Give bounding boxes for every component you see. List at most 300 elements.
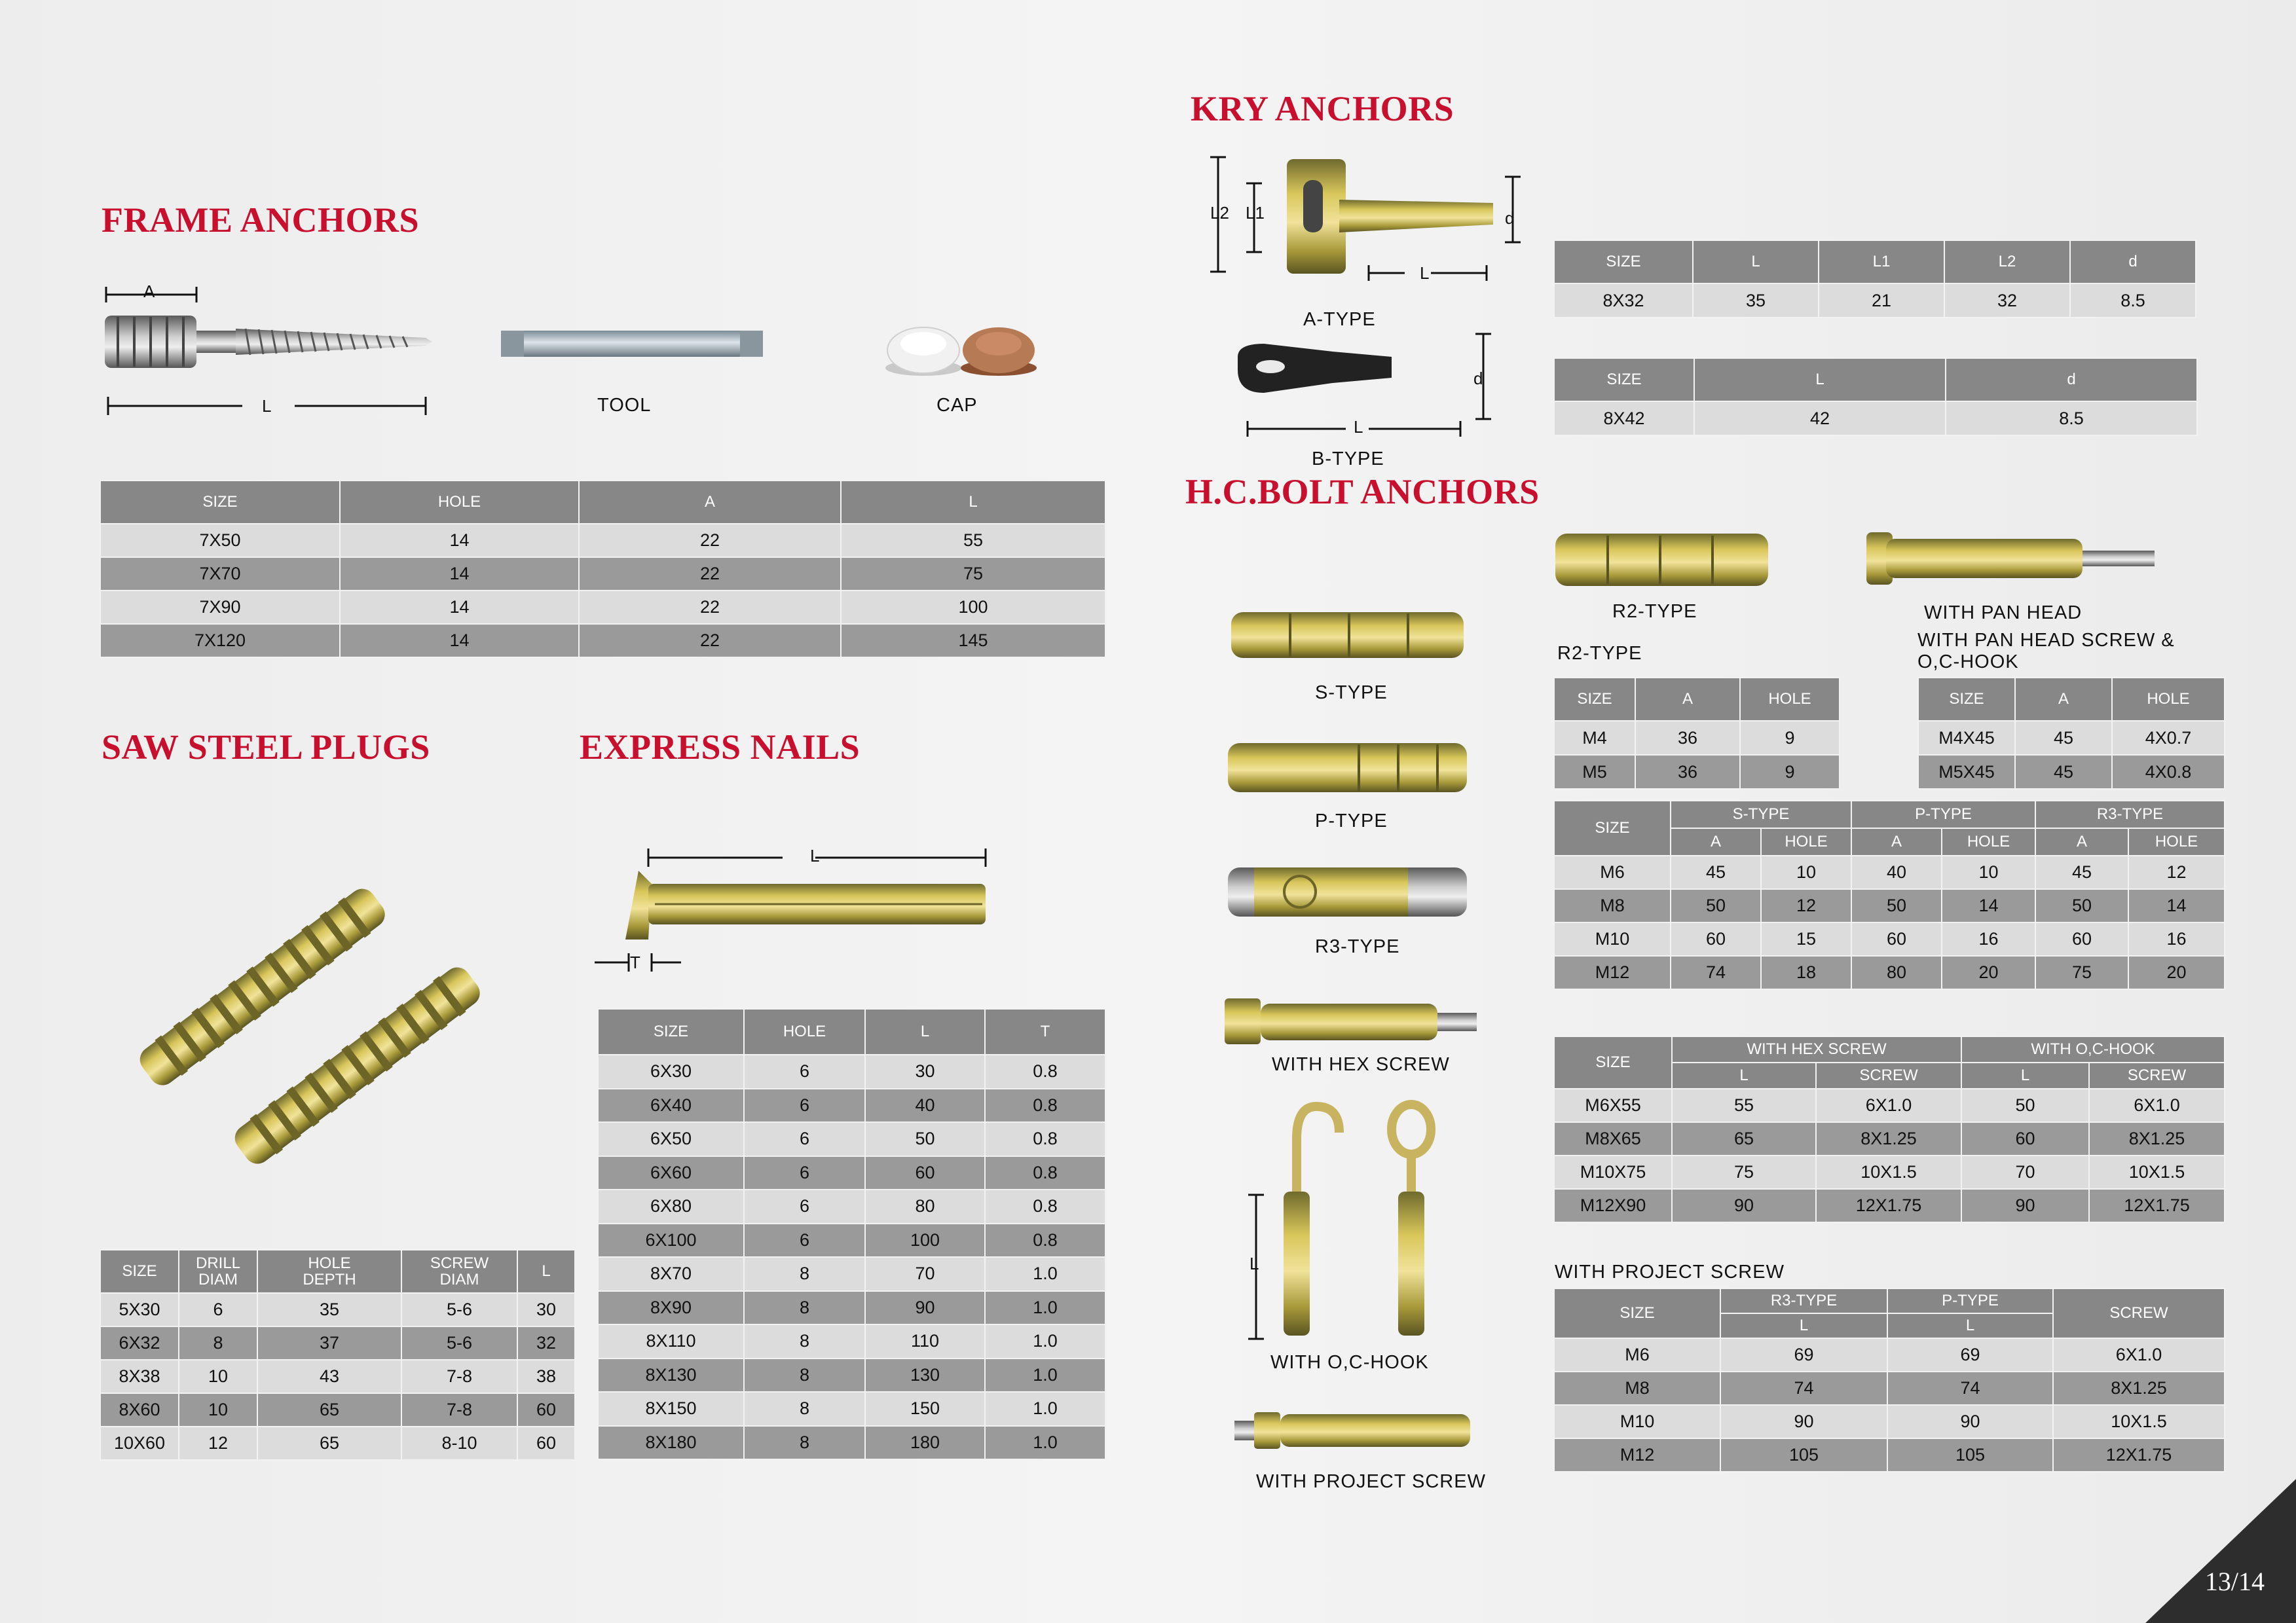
column-subheader: A (1671, 828, 1761, 856)
table-cell: 6 (744, 1224, 865, 1258)
table-cell: 8 (744, 1257, 865, 1291)
table-cell: 1.0 (985, 1291, 1105, 1325)
table-cell: 180 (865, 1426, 985, 1460)
table-row (100, 557, 1105, 591)
table-row (1554, 721, 1840, 755)
table-cell: 14 (340, 557, 579, 591)
table-cell: 8 (744, 1291, 865, 1325)
column-group-header: S-TYPE (1671, 801, 1851, 828)
table-cell: 22 (579, 624, 841, 657)
table-cell: 21 (1819, 283, 1944, 318)
column-header: SCREW DIAM (401, 1250, 517, 1293)
table-cell: 32 (517, 1326, 575, 1360)
column-subheader: A (1851, 828, 1942, 856)
express-dim-l-label: L (810, 846, 820, 866)
column-subheader: SCREW (1816, 1063, 1961, 1089)
table-row (100, 524, 1105, 557)
table-cell: 30 (865, 1055, 985, 1089)
table-row (1554, 1089, 2225, 1122)
table-cell: 105 (1720, 1438, 1887, 1472)
table-row (100, 591, 1105, 624)
table-cell: 8X150 (598, 1392, 744, 1426)
table-cell: 8 (744, 1392, 865, 1426)
table-cell: M6X55 (1554, 1089, 1672, 1122)
table-cell: 8.5 (1946, 401, 2197, 435)
table-cell: 6X1.0 (1816, 1089, 1961, 1122)
table-cell: M10X75 (1554, 1156, 1672, 1189)
table-cell: 0.8 (985, 1156, 1105, 1190)
column-header: L (841, 481, 1105, 524)
table-cell: 69 (1720, 1338, 1887, 1372)
table-row (598, 1392, 1105, 1426)
column-header: SIZE (100, 1250, 179, 1293)
table-cell: 8X1.25 (1816, 1122, 1961, 1156)
table-cell: 42 (1694, 401, 1946, 435)
table-row (598, 1324, 1105, 1359)
column-header: d (1946, 358, 2197, 401)
table-cell: 8X180 (598, 1426, 744, 1460)
hex-screw-image (1225, 992, 1480, 1051)
table-cell: 90 (865, 1291, 985, 1325)
table-cell: 6X100 (598, 1224, 744, 1258)
table-row (1554, 1156, 2225, 1189)
table-cell: M10 (1554, 1405, 1720, 1438)
table-cell: 6X60 (598, 1156, 744, 1190)
table-cell: 8X1.25 (2089, 1122, 2225, 1156)
column-header: HOLE (340, 481, 579, 524)
r2-type-table-label: R2-TYPE (1557, 643, 1642, 664)
table-cell: M5X45 (1918, 755, 2015, 789)
table-cell: 14 (1942, 889, 2035, 922)
column-header: SIZE (1554, 801, 1671, 856)
table-cell: 110 (865, 1324, 985, 1359)
table-cell: 74 (1720, 1372, 1887, 1405)
table-cell: 60 (1851, 922, 1942, 956)
column-header: SIZE (1554, 678, 1635, 721)
table-cell: 1.0 (985, 1324, 1105, 1359)
column-subheader: L (1887, 1313, 2053, 1338)
table-cell: 90 (1961, 1189, 2089, 1222)
table-cell: 14 (340, 591, 579, 624)
column-group-header: WITH O,C-HOOK (1961, 1036, 2225, 1063)
table-cell: 50 (1671, 889, 1761, 922)
table-row (598, 1291, 1105, 1325)
table-cell: 32 (1944, 283, 2070, 318)
saw-steel-plugs-table (100, 1249, 576, 1461)
table-cell: 6 (744, 1055, 865, 1089)
kry-b-type-image (1234, 331, 1496, 435)
table-cell: 40 (1851, 856, 1942, 889)
column-header: SIZE (1918, 678, 2015, 721)
table-cell: 105 (1887, 1438, 2053, 1472)
kry-b-dim-d-label: d (1473, 369, 1483, 388)
table-cell: M4 (1554, 721, 1635, 755)
table-cell: 6 (744, 1089, 865, 1123)
column-header: L (1693, 240, 1819, 283)
column-header: HOLE (1740, 678, 1840, 721)
column-group-header: R3-TYPE (2035, 801, 2225, 828)
table-cell: 60 (1671, 922, 1761, 956)
tool-image (501, 327, 766, 360)
column-header: HOLE (2112, 678, 2225, 721)
table-cell: 45 (2015, 721, 2112, 755)
table-cell: 6X1.0 (2053, 1338, 2225, 1372)
column-subheader: L (1672, 1063, 1816, 1089)
table-cell: 50 (865, 1122, 985, 1156)
hc-bolt-anchors-title: H.C.BOLT ANCHORS (1185, 472, 1540, 511)
table-cell: 60 (865, 1156, 985, 1190)
table-row (1554, 856, 2225, 889)
table-row (1554, 956, 2225, 989)
project-screw-label: WITH PROJECT SCREW (1256, 1471, 1486, 1492)
table-cell: 8X90 (598, 1291, 744, 1325)
table-cell: 10X1.5 (1816, 1156, 1961, 1189)
table-cell: 16 (1942, 922, 2035, 956)
table-cell: 7X90 (100, 591, 340, 624)
table-cell: 55 (841, 524, 1105, 557)
table-cell: 80 (1851, 956, 1942, 989)
table-cell: 35 (257, 1293, 401, 1326)
table-cell: 8X38 (100, 1360, 179, 1393)
table-cell: 36 (1635, 721, 1740, 755)
column-subheader: HOLE (1942, 828, 2035, 856)
table-cell: 100 (841, 591, 1105, 624)
table-cell: 100 (865, 1224, 985, 1258)
table-row (1554, 1372, 2225, 1405)
table-cell: 6 (179, 1293, 257, 1326)
table-cell: 43 (257, 1360, 401, 1393)
s-type-label: S-TYPE (1315, 682, 1388, 703)
column-header: HOLE DEPTH (257, 1250, 401, 1293)
column-group-header: P-TYPE (1887, 1288, 2053, 1313)
table-cell: 16 (2128, 922, 2225, 956)
pan-head-table-label: WITH PAN HEAD SCREW & O,C-HOOK (1917, 630, 2175, 672)
table-row (1554, 1438, 2225, 1472)
kry-dim-l2-label: L2 (1210, 203, 1229, 223)
table-cell: 90 (1887, 1405, 2053, 1438)
table-cell: 14 (340, 624, 579, 657)
table-cell: 0.8 (985, 1190, 1105, 1224)
table-cell: 1.0 (985, 1359, 1105, 1393)
table-cell: M8 (1554, 1372, 1720, 1405)
table-cell: 12X1.75 (2089, 1189, 2225, 1222)
express-dim-t-label: T (630, 953, 640, 972)
table-row (100, 1427, 575, 1460)
r3-type-image (1228, 861, 1470, 923)
cap-image (881, 314, 1051, 380)
table-row (100, 624, 1105, 657)
table-cell: M6 (1554, 1338, 1720, 1372)
column-header: T (985, 1009, 1105, 1055)
table-row (598, 1190, 1105, 1224)
table-cell: 8X70 (598, 1257, 744, 1291)
table-cell: 6X32 (100, 1326, 179, 1360)
column-header: A (1635, 678, 1740, 721)
column-header: L (865, 1009, 985, 1055)
project-screw-table-label: WITH PROJECT SCREW (1555, 1262, 1785, 1283)
table-cell: 22 (579, 524, 841, 557)
table-cell: 75 (841, 557, 1105, 591)
table-cell: 18 (1761, 956, 1851, 989)
table-cell: 10 (1942, 856, 2035, 889)
p-type-label: P-TYPE (1315, 811, 1388, 831)
table-cell: 7X70 (100, 557, 340, 591)
column-header: SIZE (1554, 1036, 1672, 1089)
table-cell: 50 (2035, 889, 2128, 922)
table-row (1554, 1338, 2225, 1372)
table-cell: 6X80 (598, 1190, 744, 1224)
page-corner (2145, 1479, 2296, 1623)
express-nails-title: EXPRESS NAILS (580, 727, 861, 767)
kry-dim-l1-label: L1 (1246, 203, 1265, 223)
table-cell: 8-10 (401, 1427, 517, 1460)
table-cell: 6X1.0 (2089, 1089, 2225, 1122)
tool-label: TOOL (597, 395, 652, 416)
column-header: HOLE (744, 1009, 865, 1055)
column-header: A (579, 481, 841, 524)
table-row (100, 1293, 575, 1326)
table-cell: 7-8 (401, 1360, 517, 1393)
kry-b-dim-l-label: L (1354, 417, 1363, 437)
page-number: 13/14 (2204, 1567, 2265, 1596)
table-cell: 60 (2035, 922, 2128, 956)
table-cell: 35 (1693, 283, 1819, 318)
kry-a-type-label: A-TYPE (1303, 309, 1376, 330)
table-cell: 75 (1672, 1156, 1816, 1189)
table-cell: 12X1.75 (2053, 1438, 2225, 1472)
table-cell: 40 (865, 1089, 985, 1123)
table-cell: 8 (744, 1324, 865, 1359)
table-row (598, 1089, 1105, 1123)
table-cell: 8 (744, 1359, 865, 1393)
table-cell: 70 (1961, 1156, 2089, 1189)
table-cell: 5X30 (100, 1293, 179, 1326)
table-cell: 74 (1671, 956, 1761, 989)
table-cell: 20 (1942, 956, 2035, 989)
table-cell: 5-6 (401, 1293, 517, 1326)
table-cell: 74 (1887, 1372, 2053, 1405)
table-cell: M12X90 (1554, 1189, 1672, 1222)
table-cell: 22 (579, 557, 841, 591)
s-type-image (1231, 606, 1467, 665)
column-header: SCREW (2053, 1288, 2225, 1338)
table-cell: M5 (1554, 755, 1635, 789)
table-cell: 1.0 (985, 1257, 1105, 1291)
table-cell: 0.8 (985, 1224, 1105, 1258)
table-row (1918, 755, 2225, 789)
table-cell: 6X30 (598, 1055, 744, 1089)
table-row (598, 1156, 1105, 1190)
r2-type-table (1553, 677, 1840, 790)
table-cell: 10X1.5 (2089, 1156, 2225, 1189)
column-subheader: L (1720, 1313, 1887, 1338)
column-header: L (1694, 358, 1946, 401)
table-cell: 0.8 (985, 1089, 1105, 1123)
table-row (1554, 1189, 2225, 1222)
table-cell: 10 (1761, 856, 1851, 889)
table-cell: M10 (1554, 922, 1671, 956)
table-cell: M8 (1554, 889, 1671, 922)
kry-dim-d-label: d (1505, 208, 1515, 228)
column-header: A (2015, 678, 2112, 721)
dim-a-label: A (143, 282, 155, 301)
r2-type-image (1555, 530, 1771, 589)
column-header: L2 (1944, 240, 2070, 283)
table-row (1554, 1122, 2225, 1156)
table-cell: 60 (1961, 1122, 2089, 1156)
table-cell: 130 (865, 1359, 985, 1393)
column-header: L (517, 1250, 575, 1293)
table-cell: 8X1.25 (2053, 1372, 2225, 1405)
table-cell: 8X42 (1554, 401, 1694, 435)
table-cell: 6 (744, 1122, 865, 1156)
column-subheader: SCREW (2089, 1063, 2225, 1089)
express-nail-image (589, 845, 995, 976)
column-subheader: HOLE (1761, 828, 1851, 856)
table-row (1918, 721, 2225, 755)
column-subheader: A (2035, 828, 2128, 856)
saw-steel-plugs-title: SAW STEEL PLUGS (102, 727, 430, 767)
table-row (598, 1359, 1105, 1393)
express-nails-table (597, 1008, 1106, 1460)
table-cell: 69 (1887, 1338, 2053, 1372)
column-header: SIZE (100, 481, 340, 524)
table-cell: 37 (257, 1326, 401, 1360)
pan-head-image (1866, 529, 2161, 588)
table-cell: 10 (179, 1360, 257, 1393)
table-cell: 14 (2128, 889, 2225, 922)
r3-type-label: R3-TYPE (1315, 936, 1400, 957)
table-cell: 75 (2035, 956, 2128, 989)
s-p-r3-type-table (1553, 800, 2225, 990)
table-row (1554, 922, 2225, 956)
table-cell: 8.5 (2070, 283, 2196, 318)
hex-screw-label: WITH HEX SCREW (1272, 1054, 1450, 1075)
table-cell: 6X40 (598, 1089, 744, 1123)
oc-hook-dim-l-label: L (1250, 1254, 1259, 1273)
table-row (598, 1257, 1105, 1291)
r2-type-image-label: R2-TYPE (1612, 601, 1697, 622)
table-cell: 8X32 (1554, 283, 1693, 318)
table-row (598, 1122, 1105, 1156)
table-cell: 10X1.5 (2053, 1405, 2225, 1438)
table-cell: 30 (517, 1293, 575, 1326)
hex-screw-oc-hook-table (1553, 1036, 2225, 1223)
table-cell: 0.8 (985, 1055, 1105, 1089)
cap-label: CAP (936, 395, 978, 416)
table-row (1554, 401, 2197, 435)
column-header: DRILL DIAM (179, 1250, 257, 1293)
oc-hook-image (1244, 1100, 1493, 1349)
dim-l-label: L (262, 396, 272, 416)
oc-hook-label: WITH O,C-HOOK (1270, 1352, 1429, 1373)
column-group-header: R3-TYPE (1720, 1288, 1887, 1313)
table-cell: 60 (517, 1393, 575, 1427)
column-header: SIZE (1554, 358, 1694, 401)
table-cell: 4X0.7 (2112, 721, 2225, 755)
table-cell: 12 (2128, 856, 2225, 889)
kry-dim-l-label: L (1420, 263, 1430, 283)
pan-head-table (1917, 677, 2225, 790)
table-row (100, 1360, 575, 1393)
table-cell: 55 (1672, 1089, 1816, 1122)
kry-anchors-title: KRY ANCHORS (1191, 89, 1454, 128)
table-cell: 80 (865, 1190, 985, 1224)
column-group-header: P-TYPE (1851, 801, 2035, 828)
frame-anchors-title: FRAME ANCHORS (102, 200, 420, 240)
table-cell: 65 (1672, 1122, 1816, 1156)
table-cell: 38 (517, 1360, 575, 1393)
table-cell: 14 (340, 524, 579, 557)
table-cell: M6 (1554, 856, 1671, 889)
table-cell: 9 (1740, 721, 1840, 755)
table-cell: 4X0.8 (2112, 755, 2225, 789)
frame-anchors-table (100, 480, 1106, 658)
table-row (1554, 755, 1840, 789)
table-cell: 10 (179, 1393, 257, 1427)
table-row (598, 1224, 1105, 1258)
table-cell: 70 (865, 1257, 985, 1291)
table-row (100, 1393, 575, 1427)
table-cell: 6 (744, 1156, 865, 1190)
table-cell: 10X60 (100, 1427, 179, 1460)
table-cell: 15 (1761, 922, 1851, 956)
table-cell: 65 (257, 1393, 401, 1427)
table-cell: 60 (517, 1427, 575, 1460)
table-cell: M8X65 (1554, 1122, 1672, 1156)
table-cell: 7-8 (401, 1393, 517, 1427)
table-cell: 7X50 (100, 524, 340, 557)
table-cell: 50 (1961, 1089, 2089, 1122)
column-header: SIZE (1554, 1288, 1720, 1338)
table-cell: 6X50 (598, 1122, 744, 1156)
table-cell: 8X110 (598, 1324, 744, 1359)
table-cell: 22 (579, 591, 841, 624)
column-group-header: WITH HEX SCREW (1672, 1036, 1961, 1063)
table-row (1554, 1405, 2225, 1438)
kry-b-type-label: B-TYPE (1312, 448, 1384, 469)
table-cell: 45 (1671, 856, 1761, 889)
column-subheader: HOLE (2128, 828, 2225, 856)
table-cell: M12 (1554, 1438, 1720, 1472)
table-cell: 12 (1761, 889, 1851, 922)
table-cell: 45 (2035, 856, 2128, 889)
table-cell: M4X45 (1918, 721, 2015, 755)
kry-b-type-table (1553, 357, 2198, 436)
table-cell: 8 (744, 1426, 865, 1460)
table-cell: 8X130 (598, 1359, 744, 1393)
table-cell: 50 (1851, 889, 1942, 922)
table-cell: 36 (1635, 755, 1740, 789)
table-row (1554, 889, 2225, 922)
table-cell: 1.0 (985, 1426, 1105, 1460)
table-row (100, 1326, 575, 1360)
table-cell: 12 (179, 1427, 257, 1460)
table-cell: 45 (2015, 755, 2112, 789)
table-cell: 5-6 (401, 1326, 517, 1360)
table-cell: 1.0 (985, 1392, 1105, 1426)
column-header: d (2070, 240, 2196, 283)
table-cell: 90 (1720, 1405, 1887, 1438)
table-cell: 0.8 (985, 1122, 1105, 1156)
column-header: SIZE (598, 1009, 744, 1055)
table-cell: M12 (1554, 956, 1671, 989)
table-cell: 7X120 (100, 624, 340, 657)
pan-head-label: WITH PAN HEAD (1924, 602, 2083, 623)
kry-a-type-table (1553, 240, 2196, 318)
table-cell: 65 (257, 1427, 401, 1460)
table-cell: 8 (179, 1326, 257, 1360)
